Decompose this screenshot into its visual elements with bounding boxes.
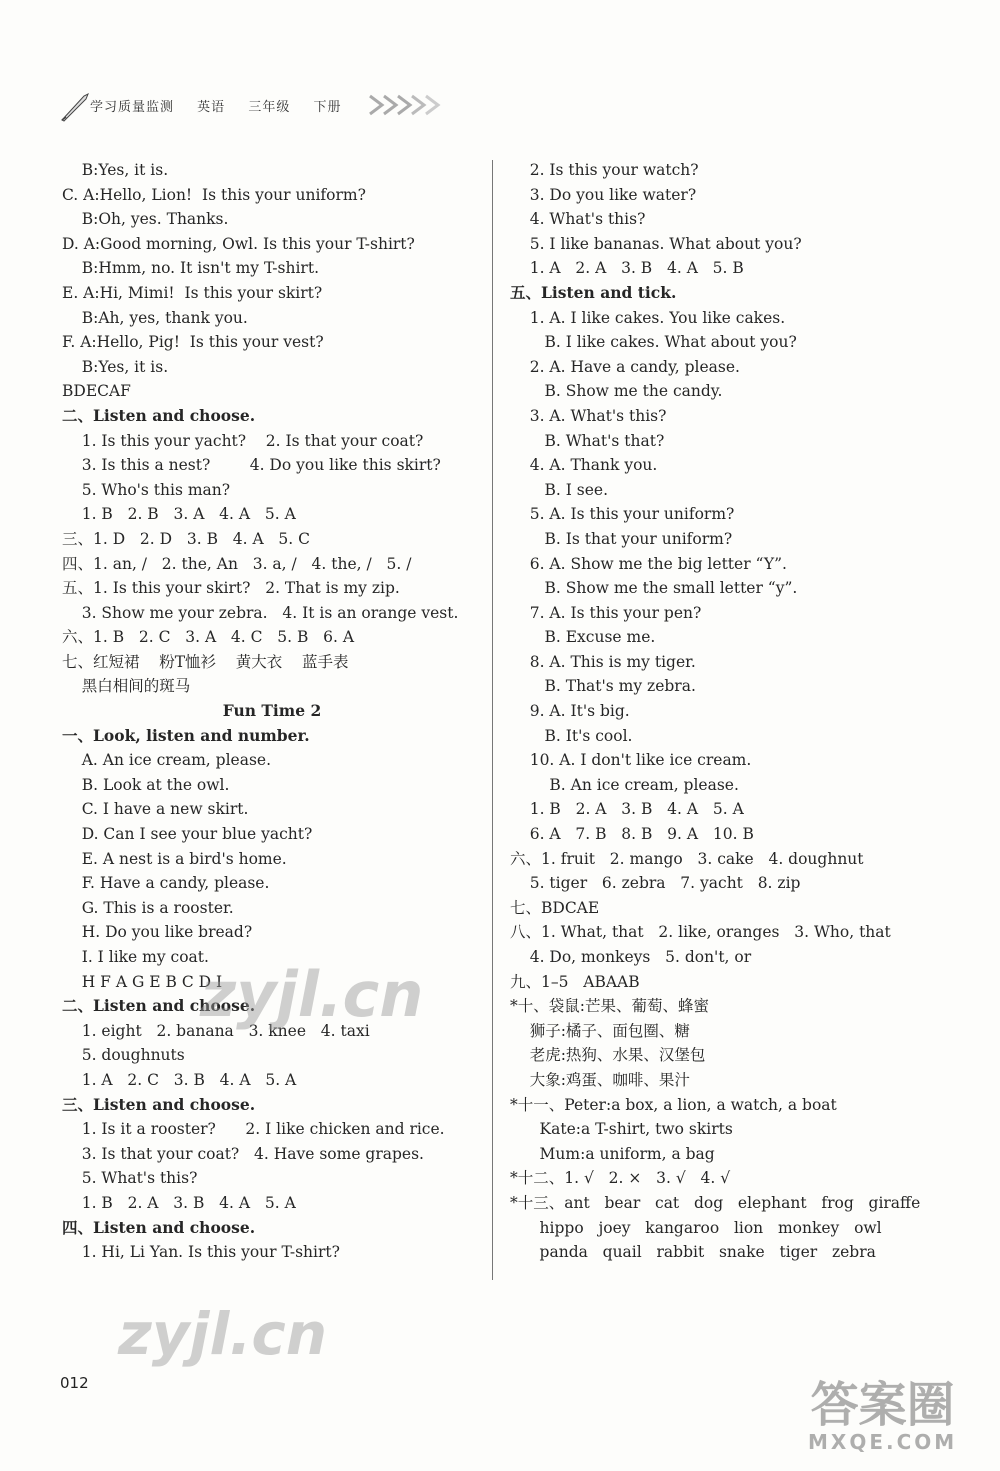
answer-line: 1. Is it a rooster? 2. I like chicken and rice. [62,1120,445,1139]
answer-line: 六、1. fruit 2. mango 3. cake 4. doughnut [510,849,864,868]
answer-line: B. Show me the small letter “y”. [510,579,798,598]
answer-line: 四、1. an, / 2. the, An 3. a, / 4. the, / 5. / [62,554,412,573]
column-divider [492,160,493,1280]
watermark-site: zyjl.cn [200,958,424,1031]
answer-line: *十二、1. √ 2. × 3. √ 4. √ [510,1169,731,1188]
section-heading: 二、Listen and choose. [62,405,256,425]
page-number: 012 [60,1374,89,1392]
answer-line: B. It's cool. [510,726,633,745]
grade: 三年级 [248,100,291,115]
answer-line: 5. doughnuts [62,1046,185,1065]
answer-line: *十三、ant bear cat dog elephant frog giraffe [510,1193,921,1212]
answer-line: *十一、Peter:a box, a lion, a watch, a boat [510,1095,837,1114]
answer-line: B. Show me the candy. [510,382,723,401]
answer-line: 黑白相间的斑马 [62,677,191,696]
section-heading: 一、Look, listen and number. [62,725,310,745]
answer-line: F. Have a candy, please. [62,874,270,893]
answer-line: B:Oh, yes. Thanks. [62,210,229,229]
answer-line: 1. A 2. C 3. B 4. A 5. A [62,1070,297,1089]
answer-line: 6. A. Show me the big letter “Y”. [510,554,787,573]
answer-line: H. Do you like bread? [62,923,253,942]
answer-line: C. A:Hello, Lion! Is this your uniform? [62,185,366,204]
answer-line: B. An ice cream, please. [510,775,739,794]
answer-line: 2. A. Have a candy, please. [510,357,740,376]
book-title: 学习质量监测 [90,100,175,115]
section-heading: 二、Listen and choose. [62,996,256,1016]
answer-line: 4. What's this? [510,210,646,229]
answer-line: 5. I like bananas. What about you? [510,234,802,253]
section-heading: 三、Listen and choose. [62,1094,256,1114]
answer-line: 1. Hi, Li Yan. Is this your T-shirt? [62,1243,340,1262]
answer-line: 3. Show me your zebra. 4. It is an orange vest. [62,603,459,622]
answer-line: 2. Is this your watch? [510,161,699,179]
answer-line: BDECAF [62,382,131,401]
answer-line: 1. B 2. B 3. A 4. A 5. A [62,505,296,524]
answer-line: 七、BDCAE [510,898,600,917]
answer-line: C. I have a new skirt. [62,800,249,819]
answer-line: G. This is a rooster. [62,898,234,917]
answer-line: 1. B 2. A 3. B 4. A 5. A [510,800,744,819]
answer-line: 九、1–5 ABAAB [510,972,640,991]
answer-line: Kate:a T-shirt, two skirts [510,1120,733,1139]
corner-watermark-title: 答案圈 [810,1377,955,1433]
answer-line: 4. Do, monkeys 5. don't, or [510,948,752,966]
answer-line: 1. A 2. A 3. B 4. A 5. B [510,259,744,278]
answer-line: I. I like my coat. [62,948,209,966]
corner-watermark-url: MXQE.COM [808,1430,958,1454]
answer-line: 5. A. Is this your uniform? [510,505,735,524]
subject: 英语 [197,100,226,115]
left-column [62,158,482,1265]
right-column [510,158,930,1265]
answer-line: 三、1. D 2. D 3. B 4. A 5. C [62,529,311,548]
section-heading: 五、Listen and tick. [510,282,677,302]
answer-line: B. That's my zebra. [510,677,696,696]
answer-line: B:Hmm, no. It isn't my T-shirt. [62,259,319,278]
answer-line: 五、1. Is this your skirt? 2. That is my zip. [62,579,400,598]
answer-line: B. Is that your uniform? [510,529,733,548]
answer-line: F. A:Hello, Pig! Is this your vest? [62,333,324,352]
answer-line: E. A nest is a bird's home. [62,849,287,868]
answer-line: B. Excuse me. [510,628,656,647]
answer-line: 6. A 7. B 8. B 9. A 10. B [510,825,754,844]
answer-line: 1. eight 2. banana 3. knee 4. taxi [62,1021,370,1040]
answer-line: B:Yes, it is. [62,161,169,179]
answer-line: Mum:a uniform, a bag [510,1144,715,1163]
answer-line: panda quail rabbit snake tiger zebra [510,1243,876,1262]
answer-line: 3. Is that your coat? 4. Have some grapes. [62,1144,424,1163]
answer-line: 3. Do you like water? [510,185,697,204]
answer-line: 3. Is this a nest? 4. Do you like this skirt? [62,456,441,475]
answer-line: 六、1. B 2. C 3. A 4. C 5. B 6. A [62,628,355,647]
answer-line: 1. Is this your yacht? 2. Is that your coat? [62,431,424,450]
page-header [60,88,480,124]
answer-line: B. I like cakes. What about you? [510,333,797,352]
section-heading: 四、Listen and choose. [62,1217,256,1237]
answer-line: 八、1. What, that 2. like, oranges 3. Who, that [510,923,891,942]
answer-line: A. An ice cream, please. [62,751,272,770]
answer-line: E. A:Hi, Mimi! Is this your skirt? [62,283,323,302]
header-text [90,96,359,115]
answer-line: 5. Who's this man? [62,480,231,499]
answer-line: 4. A. Thank you. [510,456,658,475]
answer-line: 七、红短裙 粉T恤衫 黄大衣 蓝手表 [62,652,349,671]
answer-line: 8. A. This is my tiger. [510,652,696,671]
answer-line: *十、袋鼠:芒果、葡萄、蜂蜜 [510,997,709,1016]
answer-line: D. Can I see your blue yacht? [62,825,313,844]
answer-line: 5. What's this? [62,1169,198,1188]
answer-line: 3. A. What's this? [510,406,667,425]
answer-line: B:Ah, yes, thank you. [62,308,248,327]
watermark-site-2: zyjl.cn [118,1300,328,1368]
answer-line: 老虎:热狗、水果、汉堡包 [510,1046,706,1065]
answer-line: 大象:鸡蛋、咖啡、果汁 [510,1070,690,1089]
answer-line: B. What's that? [510,431,665,450]
answer-line: H F A G E B C D I [62,972,223,991]
answer-line: 1. A. I like cakes. You like cakes. [510,308,786,327]
pen-icon [60,90,90,122]
answer-line: 9. A. It's big. [510,702,630,721]
answer-line: B. Look at the owl. [62,775,230,794]
answer-line: 1. B 2. A 3. B 4. A 5. A [62,1193,296,1212]
answer-line: D. A:Good morning, Owl. Is this your T-shirt? [62,234,415,253]
answer-line: B:Yes, it is. [62,357,169,376]
corner-watermark [808,1377,958,1454]
answer-line: B. I see. [510,480,609,499]
answer-line: 7. A. Is this your pen? [510,603,702,622]
answer-line: 狮子:橘子、面包圈、糖 [510,1021,690,1040]
answer-line: 5. tiger 6. zebra 7. yacht 8. zip [510,874,801,893]
answer-line: hippo joey kangaroo lion monkey owl [510,1218,882,1237]
section-title: Fun Time 2 [222,701,322,721]
chevrons-right-icon [368,92,442,118]
answer-line: 10. A. I don't like ice cream. [510,751,752,770]
volume: 下册 [313,100,342,115]
